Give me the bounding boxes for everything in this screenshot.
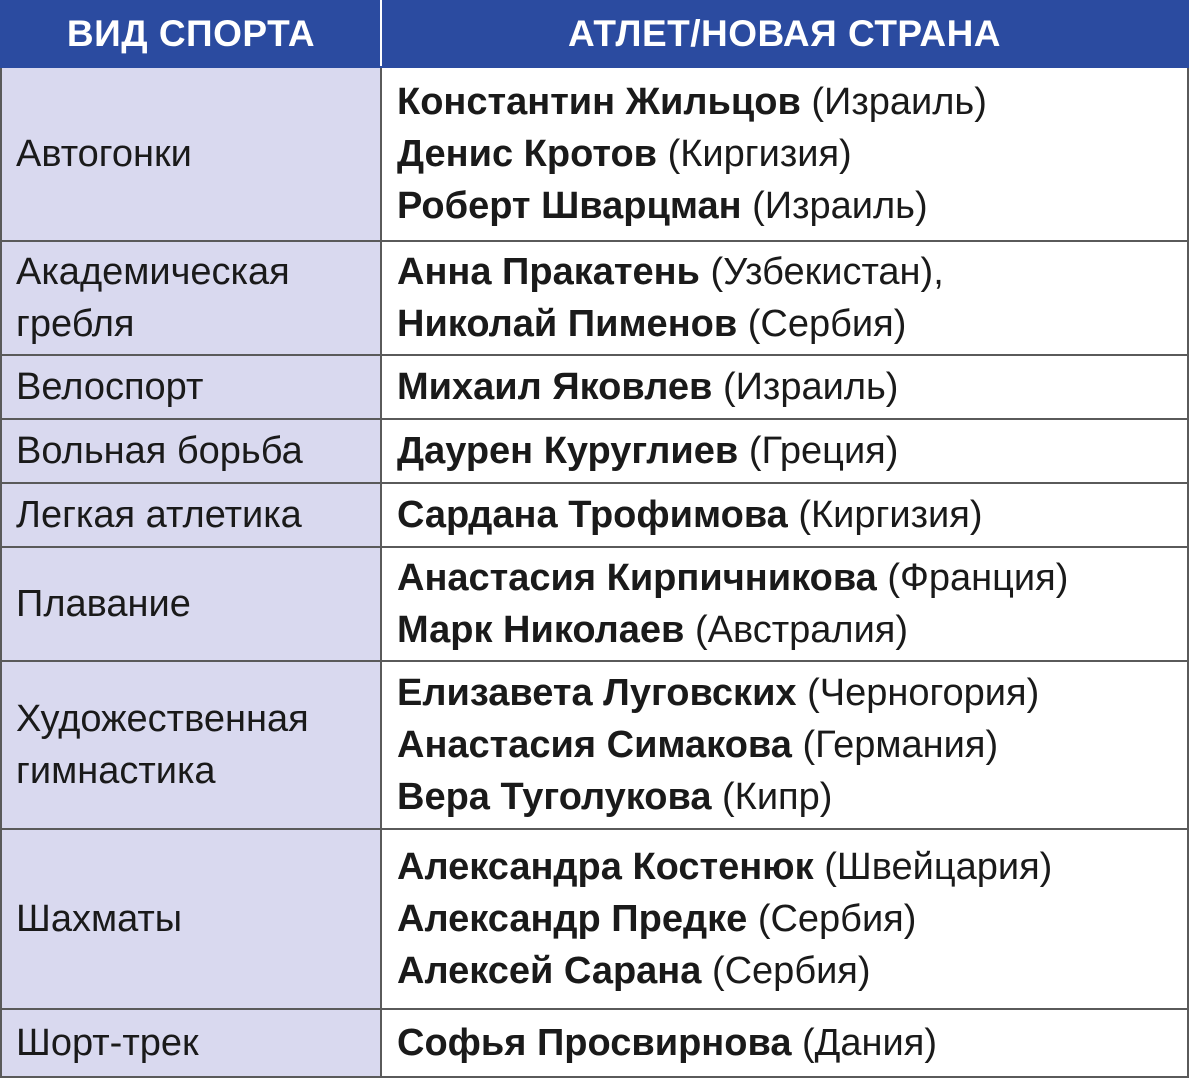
athletes-cell [381,661,1188,829]
header-sport: ВИД СПОРТА [1,1,381,67]
athlete-line [397,489,1181,541]
athlete-name: Александра Костенюк [397,846,814,888]
athlete-country: (Израиль) [811,81,987,123]
athlete-country: (Германия) [802,724,999,766]
table-row [1,419,1188,483]
table-row [1,241,1188,355]
athlete-country: (Франция) [887,557,1069,599]
athlete-line [397,667,1181,719]
athlete-name: Денис Кротов [397,133,658,175]
sport-cell: Велоспорт [1,355,381,419]
athlete-line [397,361,1181,413]
athlete-line [397,945,1181,997]
athlete-country: (Израиль) [722,366,899,408]
athlete-name: Николай Пименов [397,303,738,345]
athlete-line [397,1017,1181,1069]
athletes-cell [381,829,1188,1009]
athlete-line [397,246,1181,298]
athlete-name: Анна Пракатень [397,251,700,293]
sport-cell: Шахматы [1,829,381,1009]
athlete-country: (Киргизия) [798,494,983,536]
athlete-country: (Греция) [748,430,899,472]
athlete-name: Марк Николаев [397,609,685,651]
header-row [1,1,1188,67]
athlete-country: (Сербия) [711,950,871,992]
sport-cell: Академическая гребля [1,241,381,355]
athlete-line [397,893,1181,945]
athlete-line [397,719,1181,771]
sport-cell: Легкая атлетика [1,483,381,547]
sport-cell: Художественная гимнастика [1,661,381,829]
table-row [1,483,1188,547]
athlete-line [397,128,1181,180]
athlete-line [397,76,1181,128]
athlete-country: (Сербия) [757,898,917,940]
table-row [1,355,1188,419]
sport-cell: Шорт-трек [1,1009,381,1077]
table-row [1,1009,1188,1077]
athlete-country: (Дания) [802,1022,937,1064]
athlete-line [397,298,1181,350]
athletes-cell [381,67,1188,241]
athlete-line [397,180,1181,232]
athlete-line [397,604,1181,656]
athlete-country: (Сербия) [747,303,907,345]
athlete-country: (Узбекистан), [710,251,944,293]
athlete-name: Михаил Яковлев [397,366,713,408]
athlete-name: Софья Просвирнова [397,1022,792,1064]
athlete-country: (Киргизия) [667,133,852,175]
athlete-name: Сардана Трофимова [397,494,788,536]
athlete-country: (Швейцария) [824,846,1053,888]
table-row [1,547,1188,661]
athletes-cell [381,483,1188,547]
athlete-line [397,771,1181,823]
athlete-name: Вера Туголукова [397,776,712,818]
athlete-country: (Кипр) [722,776,833,818]
sport-cell: Плавание [1,547,381,661]
table-row [1,67,1188,241]
athletes-cell [381,1009,1188,1077]
table-body [1,67,1188,1077]
athletes-cell [381,355,1188,419]
athlete-name: Анастасия Кирпичникова [397,557,877,599]
athlete-country: (Австралия) [694,609,909,651]
table-row [1,829,1188,1009]
athlete-name: Елизавета Луговских [397,672,797,714]
athlete-name: Даурен Куруглиев [397,430,739,472]
athlete-name: Александр Предке [397,898,748,940]
athlete-name: Константин Жильцов [397,81,801,123]
athlete-country: (Израиль) [752,185,928,227]
athlete-country: (Черногория) [807,672,1040,714]
athlete-line [397,841,1181,893]
athlete-name: Анастасия Симакова [397,724,792,766]
athletes-cell [381,241,1188,355]
sport-cell: Автогонки [1,67,381,241]
table-row [1,661,1188,829]
athlete-line [397,552,1181,604]
athlete-name: Роберт Шварцман [397,185,742,227]
sport-cell: Вольная борьба [1,419,381,483]
athlete-name: Алексей Сарана [397,950,702,992]
athlete-line [397,425,1181,477]
header-athlete: АТЛЕТ/НОВАЯ СТРАНА [381,1,1188,67]
athletes-cell [381,547,1188,661]
athletes-cell [381,419,1188,483]
